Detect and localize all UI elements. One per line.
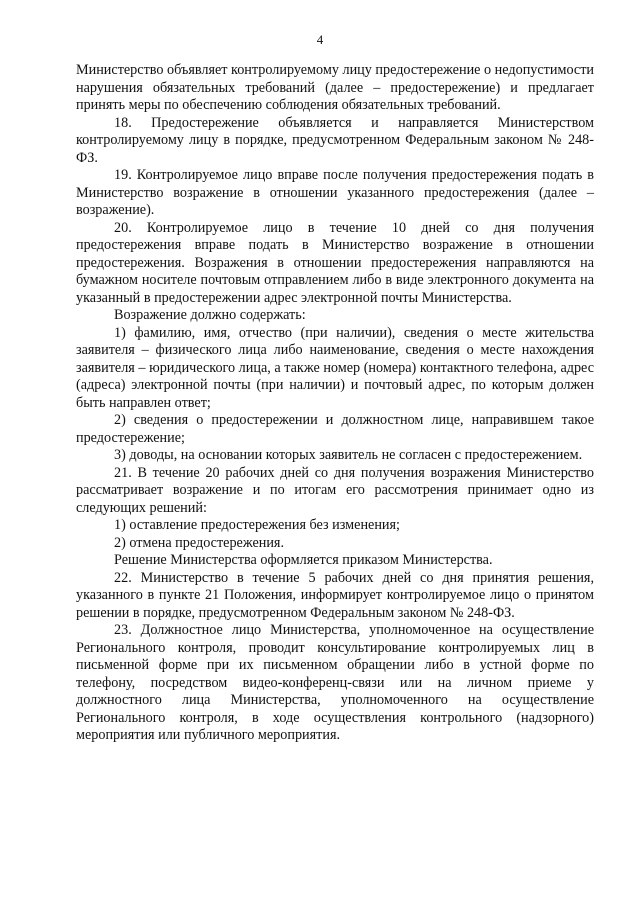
paragraph-intro: Министерство объявляет контролируемому лицу предостережение о недопустимости нарушения обязательных требований (далее – предостережение) и предлагает принять меры по обеспечению соблюдения обязательных требований. bbox=[76, 62, 594, 113]
paragraph-objection-contents: Возражение должно содержать: bbox=[114, 307, 306, 323]
document-body bbox=[76, 62, 594, 745]
page-number: 4 bbox=[316, 32, 324, 47]
paragraph-23: 23. Должностное лицо Министерства, уполномоченное на осуществление Регионального контроля, проводит консультирование контролируемых лиц в письменной форме при их письменном обращении либо в устной форме по телефону, посредством видео-конференц-связи или на личном приеме у должностного лица Министерства, уполномоченного на осуществление Регионального контроля, в ходе осуществления контрольного (надзорного) мероприятия или публичного мероприятия. bbox=[76, 622, 594, 743]
paragraph-decision-form: Решение Министерства оформляется приказом Министерства. bbox=[114, 552, 493, 568]
paragraph-18: 18. Предостережение объявляется и направляется Министерством контролируемому лицу в порядке, предусмотренном Федеральным законом № 248-ФЗ. bbox=[76, 114, 594, 166]
decision-option-2: 2) отмена предостережения. bbox=[114, 534, 285, 551]
list-item-3: 3) доводы, на основании которых заявитель не согласен с предостережением. bbox=[114, 447, 583, 463]
list-item-1: 1) фамилию, имя, отчество (при наличии), сведения о месте жительства заявителя – физического лица либо наименование, сведения о месте нахождения заявителя – юридического лица, а также номер (номера) контактного телефона, адрес (адреса) электронной почты (при наличии) и почтовый адрес, по которым должен быть направлен ответ; bbox=[76, 324, 594, 411]
paragraph-22: 22. Министерство в течение 5 рабочих дней со дня принятия решения, указанного в пункте 21 Положения, информирует контролируемое лицо о принятом решении в порядке, предусмотренном Федеральным законом № 248-ФЗ. bbox=[76, 569, 594, 621]
paragraph-21: 21. В течение 20 рабочих дней со дня получения возражения Министерство рассматривает возражение и по итогам его рассмотрения принимает одно из следующих решений: bbox=[76, 464, 594, 516]
paragraph-19: 19. Контролируемое лицо вправе после получения предостережения подать в Министерство возражение в отношении указанного предостережения (далее – возражение). bbox=[76, 167, 594, 218]
list-item-2: 2) сведения о предостережении и должностном лице, направившем такое предостережение; bbox=[76, 412, 594, 446]
paragraph-20: 20. Контролируемое лицо в течение 10 дней со дня получения предостережения вправе подать в Министерство возражение в отношении предостережения. Возражения в отношении предостережения направляются на бумажном носителе почтовым отправлением либо в виде электронного документа на указанный в предостережении адрес электронной почты Министерства. bbox=[76, 219, 594, 306]
decision-option-1: 1) оставление предостережения без изменения; bbox=[114, 517, 400, 533]
